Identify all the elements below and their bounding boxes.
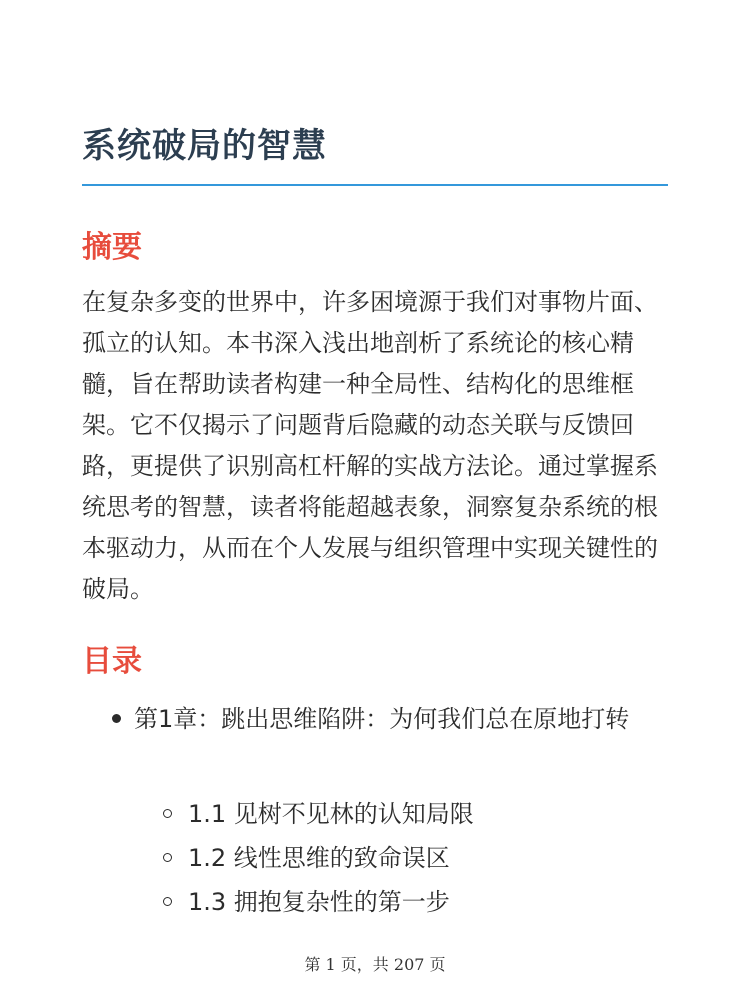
summary-heading: 摘要 <box>82 230 142 265</box>
page-title: 系统破局的智慧 <box>82 126 327 166</box>
hollow-bullet-icon <box>163 853 172 862</box>
summary-paragraph: 在复杂多变的世界中，许多困境源于我们对事物片面、孤立的认知。本书深入浅出地剖析了系统论的核心精髓，旨在帮助读者构建一种全局性、结构化的思维框架。它不仅揭示了问题背后隐藏的动态关联与反馈回路，更提供了识别高杠杆解的实战方法论。通过掌握系统思考的智慧，读者将能超越表象，洞察复杂系统的根本驱动力，从而在个人发展与组织管理中实现关键性的破局。 <box>82 288 658 603</box>
toc-section-1-3[interactable] <box>160 880 660 924</box>
toc-chapter-1[interactable] <box>112 700 672 738</box>
toc-section-1-2[interactable] <box>160 836 660 880</box>
toc-list <box>112 700 672 738</box>
page-footer: 第 1 页，共 207 页 <box>304 955 446 974</box>
toc-chapter-label: 第1章：跳出思维陷阱：为何我们总在原地打转 <box>134 705 630 733</box>
toc-section-1-1[interactable] <box>160 792 660 836</box>
hollow-bullet-icon <box>163 897 172 906</box>
toc-heading: 目录 <box>82 644 142 679</box>
toc-section-label: 1.3 拥抱复杂性的第一步 <box>188 888 450 916</box>
toc-section-label: 1.2 线性思维的致命误区 <box>188 844 450 872</box>
title-divider <box>82 184 668 186</box>
toc-section-label: 1.1 见树不见林的认知局限 <box>188 800 474 828</box>
toc-sublist <box>160 792 660 924</box>
hollow-bullet-icon <box>163 809 172 818</box>
filled-bullet-icon <box>112 714 121 723</box>
